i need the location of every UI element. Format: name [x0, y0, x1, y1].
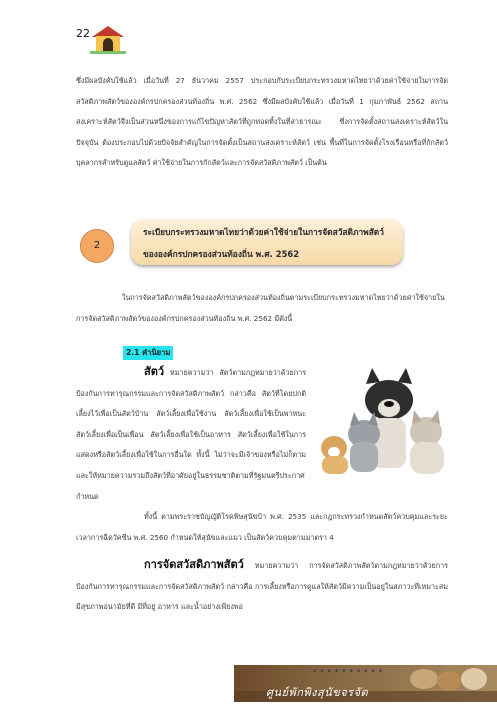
definition-welfare-text	[76, 555, 448, 618]
footer-banner-title: ศูนย์พักพิงสุนัขจรจัด	[266, 686, 369, 699]
doghouse-icon	[90, 24, 126, 54]
term-welfare: การจัดสวัสดิภาพสัตว์	[144, 558, 244, 571]
term-animal: สัตว์	[144, 365, 165, 378]
intro-text: ซึ่งมีผลบังคับใช้แล้ว เมื่อวันที่ 27 ธันวาคม 2557 ประกอบกับระเบียบกระทรวงมหาดไทยว่าด้วยค่าใช้จ่ายในการจัดสวัสดิภาพสัตว์ขององค์กรปกครองส่วนท้องถิ่น พ.ศ. 2562 ซึ่งมีผลบังคับใช้แล้ว เมื่อวันที่ 1 กุมภาพันธ์ 2562 สถานสงเคราะห์สัตว์จึงเป็นส่วนหนึ่งของการแก้ไขปัญหาสัตว์ที่ถูกทอดทิ้งในที่สาธารณะ ซึ่งการจัดตั้งสถานสงเคราะห์สัตว์ในปัจจุบัน ต้องประกอบไปด้วยปัจจัยสำคัญในการจัดตั้งเป็นสถานสงเคราะห์สัตว์ เช่น พื้นที่ในการจัดตั้งโรงเรือนหรือที่กักสัตว์ บุคลากรสำหรับดูแลสัตว์ ค่าใช้จ่ายในการกักสัตว์และการจัดสวัสดิภาพสัตว์ เป็นต้น	[76, 76, 448, 168]
page-number: 22	[76, 27, 90, 40]
intro-paragraph	[76, 71, 448, 174]
section-intro-paragraph	[76, 288, 448, 329]
section-intro-text: ในการจัดสวัสดิภาพสัตว์ขององค์กรปกครองส่วนท้องถิ่นตามระเบียบกระทรวงมหาดไทยว่าด้วยค่าใช้จ่ายในการจัดสวัสดิภาพสัตว์ขององค์กรปกครองส่วนท้องถิ่น พ.ศ. 2562 มีดังนี้	[76, 293, 445, 323]
definition-welfare	[76, 555, 448, 618]
banner-dots: ••••••••••	[312, 667, 386, 677]
section-heading	[143, 221, 405, 265]
section-title-line1: ระเบียบกระทรวงมหาดไทยว่าด้วยค่าใช้จ่ายในการจัดสวัสดิภาพสัตว์	[143, 227, 384, 237]
definition-animal	[76, 362, 306, 507]
section-title-line2: ขององค์กรปกครองส่วนท้องถิ่น พ.ศ. 2562	[143, 249, 300, 259]
section-number-badge: 2	[80, 229, 114, 263]
definition-animal-text	[76, 362, 306, 507]
definition-animal-continuation	[76, 507, 448, 548]
subsection-label: 2.1 คำนิยาม	[123, 346, 173, 360]
term-animal-meaning: หมายความว่า สัตว์ตามกฎหมายว่าด้วยการป้องกันการทารุณกรรมและการจัดสวัสดิภาพสัตว์ กล่าวคือ สัตว์ที่โดยปกติเลี้ยงไว้เพื่อเป็นสัตว์บ้าน สัตว์เลี้ยงเพื่อใช้งาน สัตว์เลี้ยงเพื่อใช้เป็นพาหนะ สัตว์เลี้ยงเพื่อเป็นเพื่อน สัตว์เลี้ยงเพื่อใช้เป็นอาหาร สัตว์เลี้ยงเพื่อใช้ในการแสดงหรือสัตว์เลี้ยงเพื่อใช้ในการอื่นใด ทั้งนี้ ไม่ว่าจะมีเจ้าของหรือไม่ก็ตาม และให้หมายความรวมถึงสัตว์ที่อาศัยอยู่ในธรรมชาติตามที่รัฐมนตรีประกาศกำหนด	[76, 368, 306, 501]
definition-animal-continuation-text: ทั้งนี้ ตามพระราชบัญญัติโรคพิษสุนัขบ้า พ.ศ. 2535 และกฎกระทรวงกำหนดสัตว์ควบคุมและระยะเวลาการฉีดวัคซีน พ.ศ. 2560 กำหนดให้สุนัขและแมว เป็นสัตว์ควบคุมตามมาตรา 4	[76, 512, 448, 542]
pets-photo	[314, 366, 454, 478]
term-welfare-meaning: หมายความว่า การจัดสวัสดิภาพสัตว์ตามกฎหมายว่าด้วยการป้องกันการทารุณกรรมและการจัดสวัสดิภาพสัตว์ กล่าวคือ การเลี้ยงหรือการดูแลให้สัตว์มีความเป็นอยู่ในสภาวะที่เหมาะสม มีสุขภาพอนามัยที่ดี มีที่อยู่ อาหาร และน้ำอย่างเพียงพอ	[76, 561, 448, 612]
